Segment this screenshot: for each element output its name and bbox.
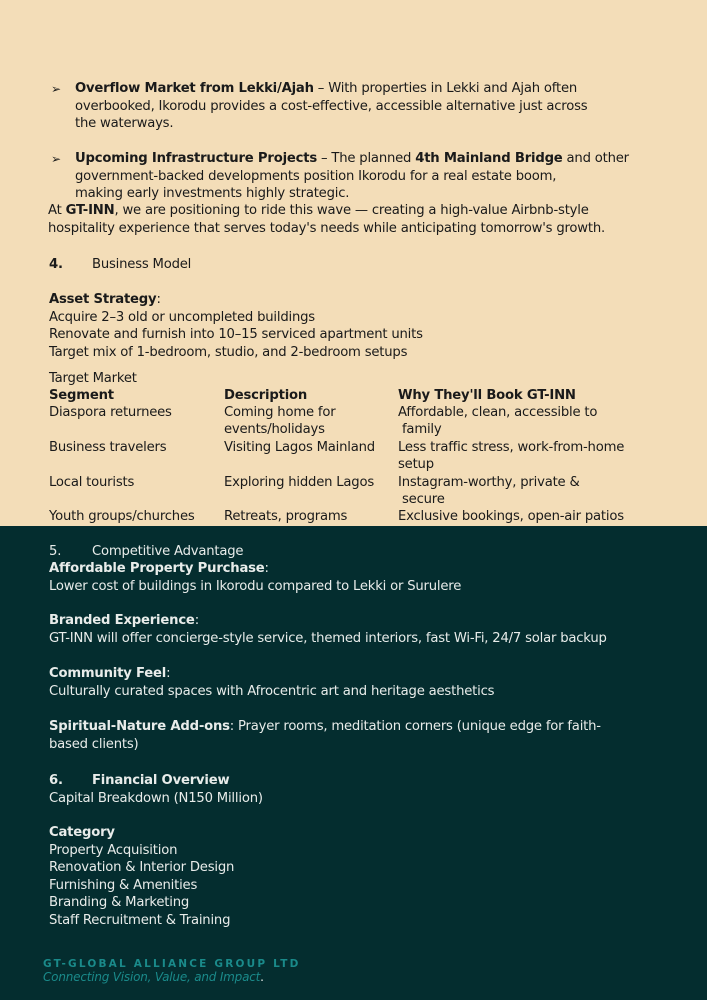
para-text: At — [48, 203, 66, 218]
cell-description: Exploring hidden Lagos — [224, 475, 375, 490]
cell-segment: Youth groups/churches — [49, 509, 195, 524]
advantage-affordable — [49, 560, 461, 595]
header-description: Description — [224, 388, 308, 403]
arrowhead-bullet-icon: ➢ — [51, 152, 61, 166]
bridge-highlight: 4th Mainland Bridge — [415, 151, 563, 166]
advantage-label: Affordable Property Purchase — [49, 561, 265, 576]
cell-description: Retreats, programs — [224, 509, 348, 524]
bullet-text: the waterways. — [75, 116, 174, 131]
advantage-branded — [49, 612, 607, 647]
target-market-label: Target Market — [49, 371, 137, 386]
header-segment: Segment — [49, 388, 114, 403]
advantage-label: Branded Experience — [49, 613, 195, 628]
cell-why: Instagram-worthy, private & — [398, 475, 580, 490]
bullet-text: – With properties in Lekki and Ajah often — [313, 81, 578, 96]
category-item: Furnishing & Amenities — [49, 877, 198, 893]
bullet-infrastructure — [75, 150, 655, 203]
bullet-title: Upcoming Infrastructure Projects — [75, 151, 317, 166]
para-text: , we are positioning to ride this wave — creating a high-value Airbnb-style — [114, 203, 589, 218]
category-item: Branding & Marketing — [49, 895, 190, 910]
bullet-text: and other — [562, 151, 629, 166]
asset-strategy-label: Asset Strategy — [49, 292, 157, 307]
advantage-text: : Prayer rooms, meditation corners (unique edge for faith- — [229, 719, 601, 734]
cell-why: Exclusive bookings, open-air patios — [398, 509, 624, 524]
bullet-title: Overflow Market from Lekki/Ajah — [75, 81, 314, 96]
cell-description: events/holidays — [224, 422, 325, 437]
para-text: hospitality experience that serves today's needs while anticipating tomorrow's growth. — [48, 220, 605, 236]
section-number: 5. — [49, 544, 62, 559]
bullet-text: – The planned — [317, 151, 416, 166]
asset-strategy-item: Renovate and furnish into 10–15 serviced apartment units — [49, 327, 423, 342]
advantage-text: Lower cost of buildings in Ikorodu compared to Lekki or Surulere — [49, 578, 462, 594]
advantage-text: Culturally curated spaces with Afrocentric art and heritage aesthetics — [49, 683, 495, 699]
section-6-heading — [49, 772, 263, 790]
advantage-text: GT-INN will offer concierge-style service, themed interiors, fast Wi-Fi, 24/7 solar backup — [49, 630, 607, 646]
asset-strategy-item: Acquire 2–3 old or uncompleted buildings — [49, 309, 315, 325]
section-title: Business Model — [92, 257, 192, 272]
bullet-overflow-market — [75, 80, 655, 133]
colon: : — [156, 292, 161, 307]
advantage-label: Community Feel — [49, 666, 167, 681]
cell-segment: Business travelers — [49, 440, 167, 455]
tagline-period: . — [260, 970, 264, 984]
cell-segment: Diaspora returnees — [49, 405, 172, 420]
advantage-spiritual — [49, 718, 601, 753]
category-item: Renovation & Interior Design — [49, 860, 235, 875]
section-number: 4. — [49, 257, 63, 272]
footer-company-name: GT-GLOBAL ALLIANCE GROUP LTD — [43, 958, 301, 970]
colon: : — [264, 561, 269, 576]
section-5-heading — [49, 543, 243, 561]
section-title: Financial Overview — [92, 773, 230, 788]
cell-description: Visiting Lagos Mainland — [224, 440, 375, 455]
bullet-text: making early investments highly strategic. — [75, 186, 350, 201]
cell-description: Coming home for — [224, 405, 336, 420]
capital-breakdown: Capital Breakdown (N150 Million) — [49, 790, 263, 806]
cell-why: Affordable, clean, accessible to — [398, 405, 598, 420]
cell-segment: Local tourists — [49, 475, 135, 490]
advantage-text: based clients) — [49, 736, 139, 752]
category-label: Category — [49, 825, 115, 840]
header-why: Why They'll Book GT-INN — [398, 388, 576, 403]
cell-why: secure — [398, 492, 445, 507]
gtinn-paragraph — [48, 202, 605, 237]
brand-name: GT-INN — [65, 203, 115, 218]
category-list — [49, 824, 234, 929]
section-4-heading — [49, 256, 191, 274]
section-number: 6. — [49, 773, 63, 788]
category-item: Property Acquisition — [49, 842, 178, 858]
asset-strategy-item: Target mix of 1-bedroom, studio, and 2-bedroom setups — [49, 344, 408, 360]
section-title: Competitive Advantage — [92, 544, 244, 559]
bullet-text: government-backed developments position Ikorodu for a real estate boom, — [75, 168, 557, 184]
colon: : — [194, 613, 199, 628]
colon: : — [166, 666, 171, 681]
cell-why: setup — [398, 457, 434, 472]
cell-why: Less traffic stress, work-from-home — [398, 440, 625, 455]
advantage-label: Spiritual-Nature Add-ons — [49, 719, 230, 734]
cell-why: family — [398, 422, 442, 437]
advantage-community — [49, 665, 494, 700]
tagline-text: Connecting Vision, Value, and Impact — [43, 970, 261, 984]
arrowhead-bullet-icon: ➢ — [51, 82, 61, 96]
footer-tagline — [43, 970, 264, 984]
bullet-text: overbooked, Ikorodu provides a cost-effective, accessible alternative just across — [75, 98, 588, 114]
asset-strategy — [49, 291, 423, 361]
category-item: Staff Recruitment & Training — [49, 912, 231, 928]
section-6 — [49, 772, 263, 807]
